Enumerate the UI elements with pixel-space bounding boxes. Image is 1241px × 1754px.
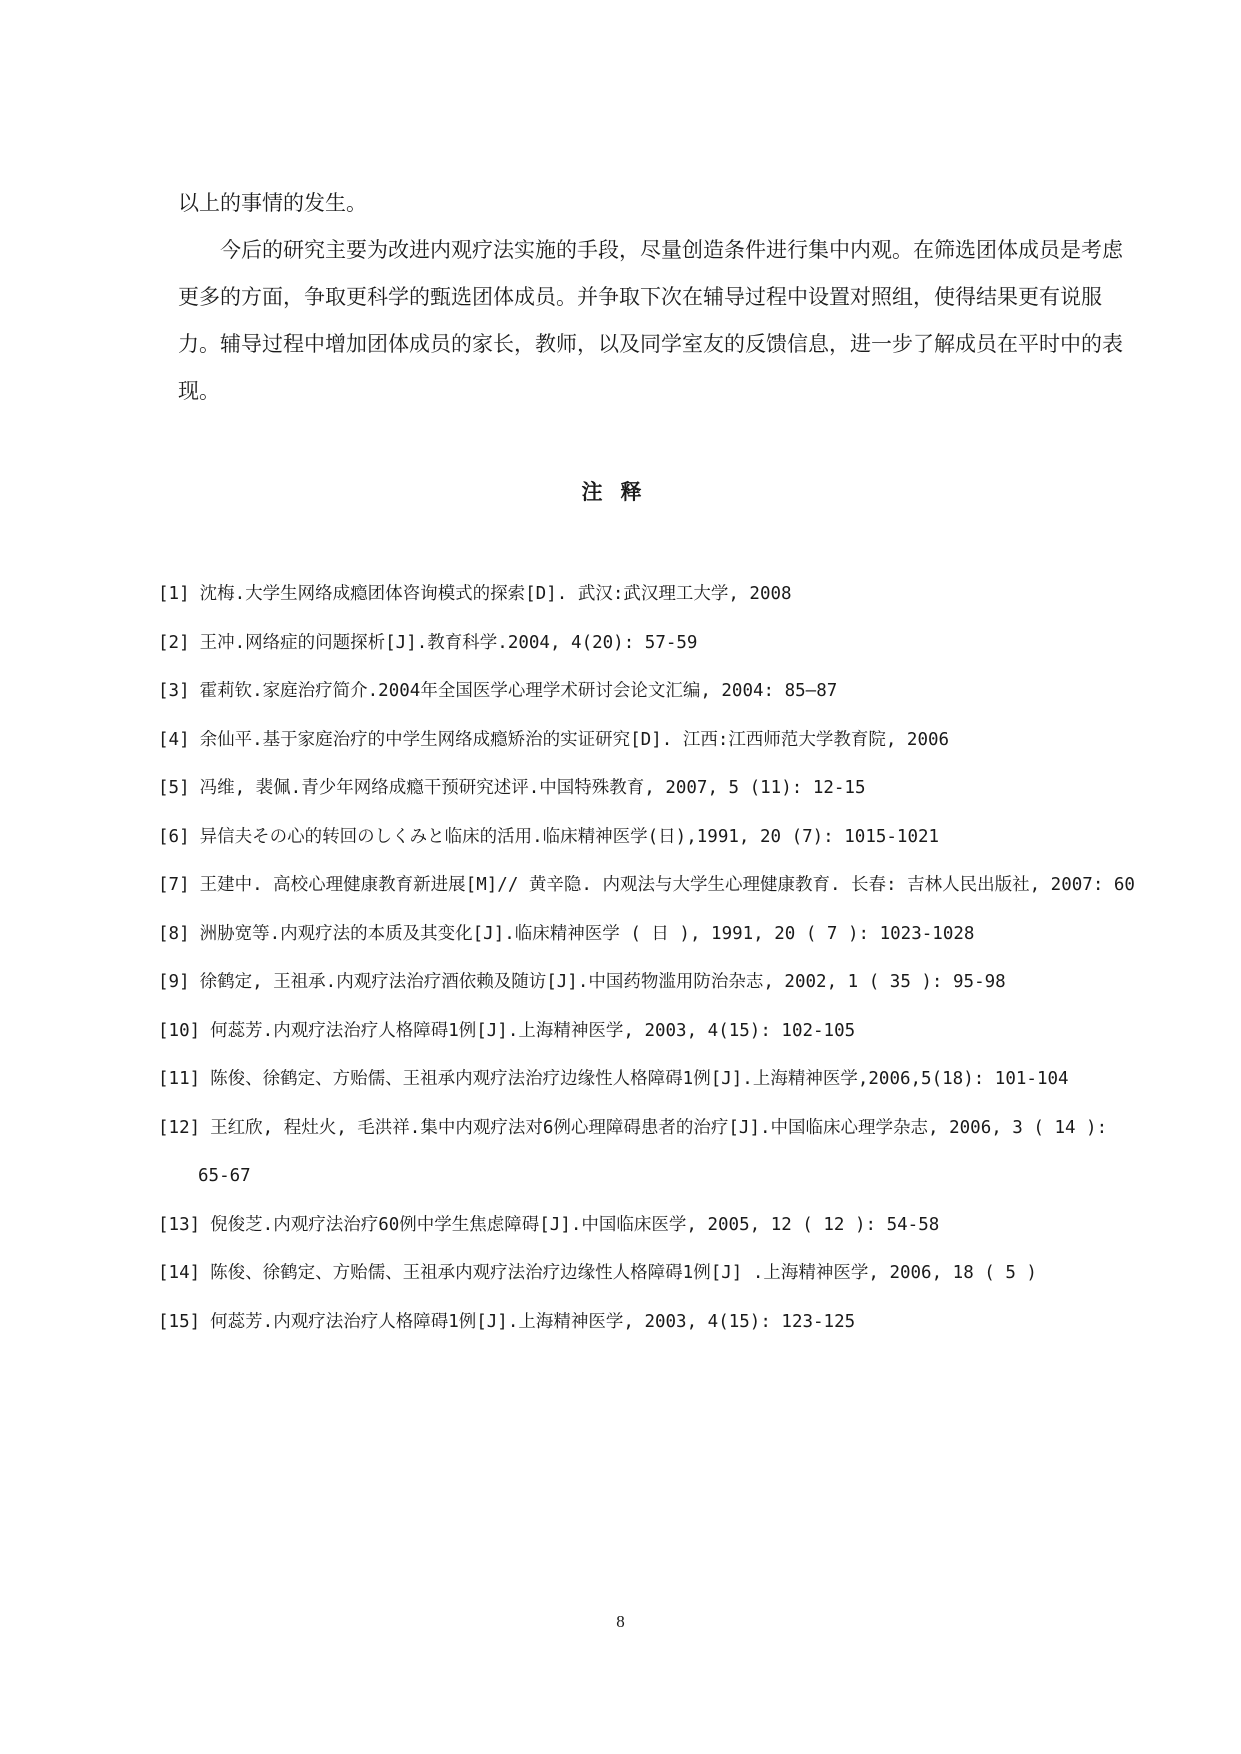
reference-text: 王红欣, 程灶火, 毛洪祥.集中内观疗法对6例心理障碍患者的治疗[J].中国临床心理学杂志, 2006, 3 ( 14 ): 65-67 [198,1117,1108,1186]
reference-text: 倪俊芝.内观疗法治疗60例中学生焦虑障碍[J].中国临床医学, 2005, 12 ( 12 ): 54-58 [210,1214,940,1235]
page-number: 8 [616,1612,625,1631]
paragraph-text: 今后的研究主要为改进内观疗法实施的手段，尽量创造条件进行集中内观。在筛选团体成员是考虑更多的方面，争取更科学的甄选团体成员。并争取下次在辅导过程中设置对照组，使得结果更有说服力。辅导过程中增加团体成员的家长，教师，以及同学室友的反馈信息，进一步了解成员在平时中的表现。 [178,238,1123,403]
reference-item [158,570,1138,619]
reference-item [158,1007,1138,1056]
reference-text: 冯维, 裴佩.青少年网络成瘾干预研究述评.中国特殊教育, 2007, 5 (11): 12-15 [199,778,866,798]
reference-number: [11] [158,1069,201,1089]
reference-number: [14] [158,1263,201,1283]
reference-number: [4] [158,729,190,750]
reference-item [158,910,1138,959]
reference-number: [5] [158,778,190,798]
reference-item [158,861,1138,910]
reference-item [158,813,1138,862]
reference-item [158,1104,1138,1201]
reference-text: 何蕊芳.内观疗法治疗人格障碍1例[J].上海精神医学, 2003, 4(15): 123-125 [210,1311,856,1332]
reference-item [158,764,1138,813]
reference-text: 洲胁宽等.内观疗法的本质及其变化[J].临床精神医学 ( 日 ), 1991, 20 ( 7 ): 1023-1028 [199,923,975,944]
reference-item [158,1298,1138,1347]
reference-number: [2] [158,632,190,653]
reference-number: [12] [158,1117,201,1138]
reference-text: 王冲.网络症的问题探析[J].教育科学.2004, 4(20): 57-59 [199,632,698,653]
reference-text: 余仙平.基于家庭治疗的中学生网络成瘾矫治的实证研究[D]. 江西:江西师范大学教育院, 2006 [199,729,950,750]
reference-text: 陈俊、徐鹤定、方贻儒、王祖承内观疗法治疗边缘性人格障碍1例[J].上海精神医学,2006,5(18): 101-104 [210,1069,1069,1089]
reference-number: [13] [158,1214,201,1235]
reference-number: [10] [158,1020,201,1041]
reference-item [158,1055,1138,1104]
reference-number: [6] [158,826,190,847]
reference-number: [3] [158,681,190,701]
body-paragraph-continuation [178,180,1136,227]
reference-item [158,716,1138,765]
reference-text: 霍莉钦.家庭治疗简介.2004年全国医学心理学术研讨会论文汇编, 2004: 85—87 [199,681,838,701]
reference-text: 何蕊芳.内观疗法治疗人格障碍1例[J].上海精神医学, 2003, 4(15): 102-105 [210,1020,856,1041]
reference-text: 王建中. 高校心理健康教育新进展[M]// 黄辛隐. 内观法与大学生心理健康教育. 长春: 吉林人民出版社, 2007: 60 [199,875,1135,895]
reference-number: [9] [158,972,190,992]
section-title: 注释 [581,480,660,504]
reference-number: [7] [158,875,190,895]
paragraph-text: 以上的事情的发生。 [178,191,367,215]
reference-item [158,958,1138,1007]
body-paragraph [178,227,1136,415]
reference-item [158,1201,1138,1250]
reference-item [158,1249,1138,1298]
reference-text: 异信夫その心的转回のしくみと临床的活用.临床精神医学(日),1991, 20 (7): 1015-1021 [199,826,940,847]
reference-item [158,667,1138,716]
reference-item [158,619,1138,668]
reference-text: 徐鹤定, 王祖承.内观疗法治疗酒依赖及随访[J].中国药物滥用防治杂志, 2002, 1 ( 35 ): 95-98 [199,972,1006,992]
reference-number: [15] [158,1311,201,1332]
reference-text: 陈俊、徐鹤定、方贻儒、王祖承内观疗法治疗边缘性人格障碍1例[J] .上海精神医学, 2006, 18 ( 5 ) [210,1263,1037,1283]
reference-number: [8] [158,923,190,944]
reference-text: 沈梅.大学生网络成瘾团体咨询模式的探索[D]. 武汉:武汉理工大学, 2008 [199,584,792,604]
reference-number: [1] [158,584,190,604]
reference-list [158,570,1138,1346]
